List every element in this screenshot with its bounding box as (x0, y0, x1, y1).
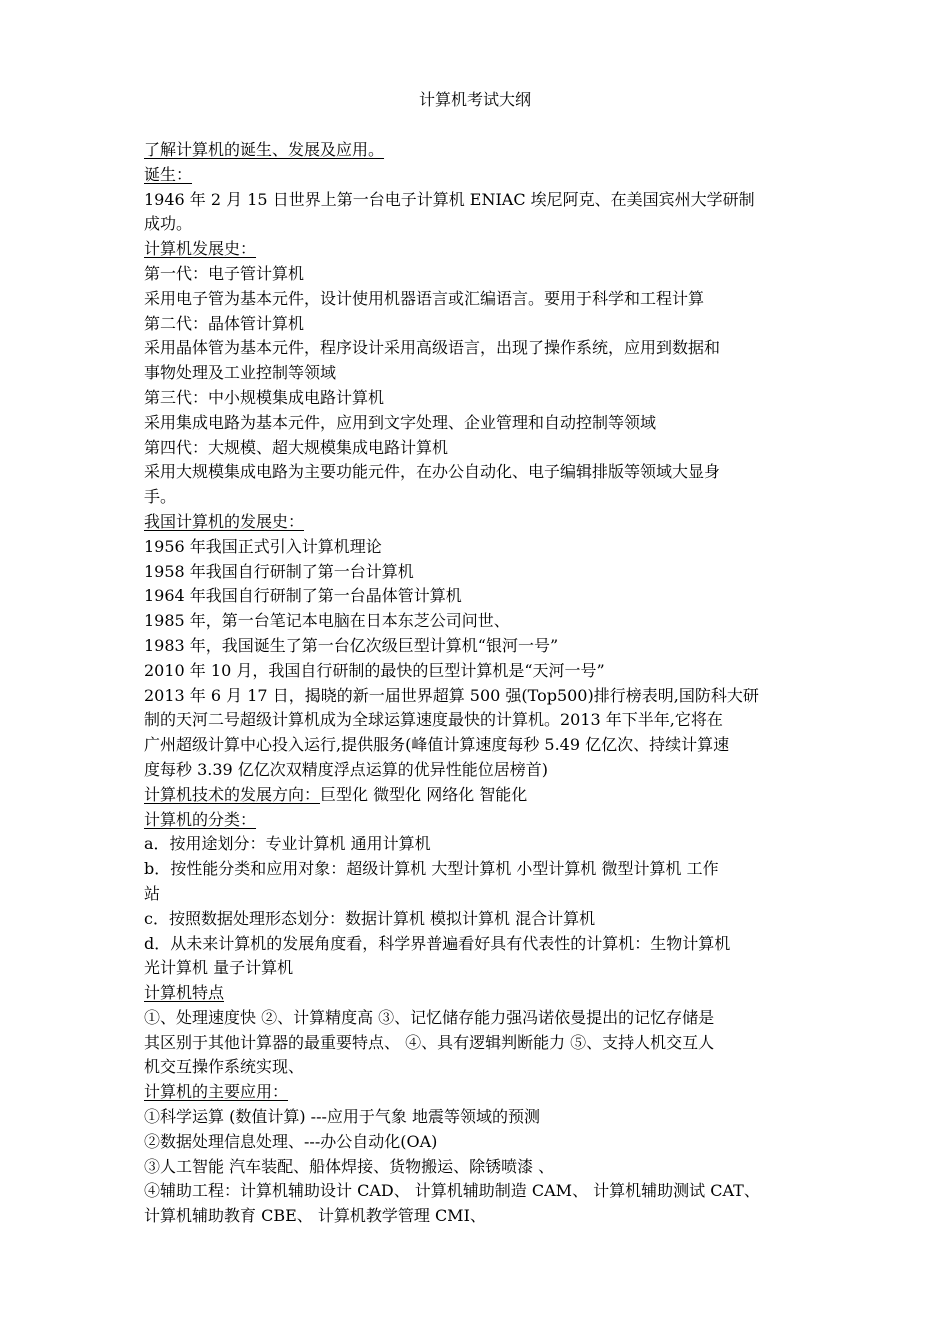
page-title: 计算机考试大纲 (418, 90, 531, 109)
line-text: 2010 年 10 月，我国自行研制的最快的巨型计算机是“天河一号” (144, 660, 605, 680)
line-text: d．从未来计算机的发展角度看，科学界普遍看好具有代表性的计算机：生物计算机 (144, 933, 731, 953)
text-line (144, 485, 844, 510)
line-text: 广州超级计算中心投入运行,提供服务(峰值计算速度每秒 5.49 亿亿次、持续计算速 (144, 735, 730, 755)
heading-text: 计算机的主要应用： (144, 1082, 289, 1102)
line-text: 其区别于其他计算器的最重要特点、 ④、具有逻辑判断能力 ⑤、支持人机交互人 (144, 1032, 715, 1052)
line-text: c．按照数据处理形态划分：数据计算机 模拟计算机 混合计算机 (144, 908, 596, 928)
text-line (144, 708, 844, 733)
line-continuation: 巨型化 微型化 网络化 智能化 (320, 784, 528, 804)
section-heading (144, 163, 844, 188)
line-text: 手。 (144, 487, 177, 507)
line-text: 度每秒 3.39 亿亿次双精度浮点运算的优异性能位居榜首) (144, 759, 549, 779)
text-line (144, 956, 844, 981)
text-line (144, 287, 844, 312)
text-line (144, 535, 844, 560)
text-line (144, 188, 844, 213)
heading-text: 计算机的分类： (144, 809, 257, 829)
line-text: ②数据处理信息处理、---办公自动化(OA) (144, 1131, 438, 1151)
line-text: 计算机辅助教育 CBE、 计算机教学管理 CMI、 (144, 1206, 486, 1226)
line-text: 1956 年我国正式引入计算机理论 (144, 536, 382, 556)
text-line (144, 907, 844, 932)
line-text: ③人工智能 汽车装配、船体焊接、货物搬运、除锈喷漆 、 (144, 1156, 555, 1176)
line-text: ④辅助工程：计算机辅助设计 CAD、 计算机辅助制造 CAM、 计算机辅助测试 CAT、 (144, 1181, 760, 1201)
section-heading (144, 138, 844, 163)
section-heading (144, 808, 844, 833)
heading-text: 诞生： (144, 164, 193, 184)
line-text: 采用晶体管为基本元件，程序设计采用高级语言，出现了操作系统，应用到数据和 (144, 338, 721, 358)
text-line (144, 386, 844, 411)
text-line (144, 684, 844, 709)
text-line (144, 609, 844, 634)
heading-text: 计算机技术的发展方向： (144, 784, 321, 804)
text-line (144, 460, 844, 485)
document-body (144, 138, 844, 1229)
text-line (144, 1105, 844, 1130)
line-text: b．按性能分类和应用对象：超级计算机 大型计算机 小型计算机 微型计算机 工作 (144, 859, 719, 879)
line-text: 成功。 (144, 214, 193, 234)
text-line (144, 857, 844, 882)
line-text: 1946 年 2 月 15 日世界上第一台电子计算机 ENIAC 埃尼阿克、在美国宾州大学研制 (144, 189, 755, 209)
heading-text: 我国计算机的发展史： (144, 511, 305, 531)
line-text: 采用电子管为基本元件，设计使用机器语言或汇编语言。要用于科学和工程计算 (144, 288, 705, 308)
line-text: a．按用途划分：专业计算机 通用计算机 (144, 834, 431, 854)
heading-text: 计算机发展史： (144, 239, 257, 259)
section-heading (144, 981, 844, 1006)
line-text: 光计算机 量子计算机 (144, 958, 294, 978)
section-heading (144, 1080, 844, 1105)
text-line (144, 411, 844, 436)
text-line (144, 560, 844, 585)
heading-text: 计算机特点 (144, 983, 225, 1003)
section-heading (144, 510, 844, 535)
line-text: 2013 年 6 月 17 日，揭晓的新一届世界超算 500 强(Top500)排行榜表明,国防科大研 (144, 685, 759, 705)
text-line (144, 312, 844, 337)
line-text: 事物处理及工业控制等领域 (144, 363, 337, 383)
text-line (144, 733, 844, 758)
text-line (144, 1179, 844, 1204)
text-line (144, 212, 844, 237)
line-text: 第三代：中小规模集成电路计算机 (144, 387, 385, 407)
text-line (144, 262, 844, 287)
line-text: 制的天河二号超级计算机成为全球运算速度最快的计算机。2013 年下半年,它将在 (144, 710, 723, 730)
line-text: 1964 年我国自行研制了第一台晶体管计算机 (144, 586, 462, 606)
text-line (144, 1031, 844, 1056)
line-text: 站 (144, 883, 161, 903)
line-text: ①、处理速度快 ②、计算精度高 ③、记忆储存能力强冯诺依曼提出的记忆存储是 (144, 1007, 715, 1027)
text-line (144, 1155, 844, 1180)
text-line (144, 336, 844, 361)
text-line (144, 1006, 844, 1031)
line-text: 采用大规模集成电路为主要功能元件，在办公自动化、电子编辑排版等领域大显身 (144, 462, 721, 482)
text-line (144, 361, 844, 386)
text-line (144, 634, 844, 659)
line-text: 机交互操作系统实现、 (144, 1057, 305, 1077)
line-text: 第四代：大规模、超大规模集成电路计算机 (144, 437, 449, 457)
line-text: 第二代：晶体管计算机 (144, 313, 305, 333)
text-line (144, 932, 844, 957)
line-text: 采用集成电路为基本元件，应用到文字处理、企业管理和自动控制等领域 (144, 412, 657, 432)
text-line (144, 1055, 844, 1080)
section-heading (144, 783, 844, 808)
heading-text: 了解计算机的诞生、发展及应用。 (144, 140, 385, 159)
line-text: 1985 年，第一台笔记本电脑在日本东芝公司问世、 (144, 611, 510, 631)
line-text: ①科学运算 (数值计算) ---应用于气象 地震等领域的预测 (144, 1107, 540, 1127)
line-text: 1958 年我国自行研制了第一台计算机 (144, 561, 414, 581)
text-line (144, 659, 844, 684)
text-line (144, 758, 844, 783)
text-line (144, 882, 844, 907)
section-heading (144, 237, 844, 262)
text-line (144, 832, 844, 857)
line-text: 1983 年，我国诞生了第一台亿次级巨型计算机“银河一号” (144, 635, 559, 655)
text-line (144, 1130, 844, 1155)
text-line (144, 1204, 844, 1229)
line-text: 第一代：电子管计算机 (144, 263, 305, 283)
text-line (144, 584, 844, 609)
text-line (144, 436, 844, 461)
